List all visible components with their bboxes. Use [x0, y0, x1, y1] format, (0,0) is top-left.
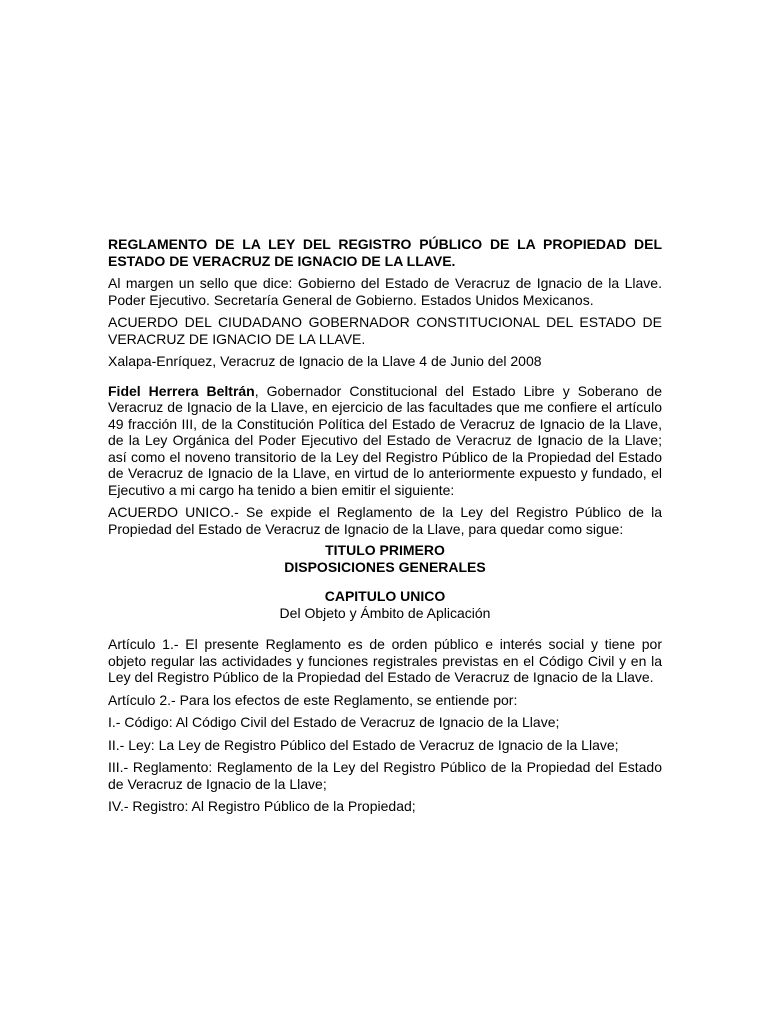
chapter-heading: CAPITULO UNICO — [324, 588, 446, 604]
title-first: TITULO PRIMERO — [325, 542, 445, 558]
document-title: REGLAMENTO DE LA LEY DEL REGISTRO PÚBLICO DE LA PROPIEDAD DEL ESTADO DE VERACRUZ DE IGNACIO DE LA LLAVE. — [108, 236, 662, 269]
article-1: Artículo 1.- El presente Reglamento es de orden público e interés social y tiene por objeto regular las actividades y funciones registrales previstas en el Código Civil y en la Ley del Registro Público de la Propiedad del Estado de Veracruz de Ignacio de la Llave. — [108, 636, 662, 685]
agreement-heading: ACUERDO DEL CIUDADANO GOBERNADOR CONSTITUCIONAL DEL ESTADO DE VERACRUZ DE IGNACIO DE LA LLAVE. — [108, 314, 662, 347]
general-provisions: DISPOSICIONES GENERALES — [284, 558, 486, 575]
place-date: Xalapa-Enríquez, Veracruz de Ignacio de la Llave 4 de Junio del 2008 — [108, 353, 542, 369]
article-2: Artículo 2.- Para los efectos de este Reglamento, se entiende por: — [108, 691, 518, 708]
governor-name: Fidel Herrera Beltrán — [108, 382, 255, 399]
definition-1: I.- Código: Al Código Civil del Estado de Veracruz de Ignacio de la Llave; — [108, 714, 560, 730]
definition-3: III.- Reglamento: Reglamento de la Ley del Registro Público de la Propiedad del Estado de Veracruz de Ignacio de la Llave; — [108, 759, 662, 792]
governor-paragraph — [108, 383, 662, 499]
single-agreement: ACUERDO UNICO.- Se expide el Reglamento de la Ley del Registro Público de la Propiedad del Estado de Veracruz de Ignacio de la Llave, para quedar como sigue: — [108, 504, 662, 537]
seal-paragraph: Al margen un sello que dice: Gobierno del Estado de Veracruz de Ignacio de la Llave. Poder Ejecutivo. Secretaría General de Gobierno. Estados Unidos Mexicanos. — [108, 275, 662, 308]
document-page — [108, 236, 662, 821]
governor-text: , Gobernador Constitucional del Estado Libre y Soberano de Veracruz de Ignacio de la Llave, en ejercicio de las facultades que me confiere el artículo 49 fracción III, de la Constitución Política del Estado de Veracruz de Ignacio de la Llave, de la Ley Orgánica del Poder Ejecutivo del Estado de Veracruz de Ignacio de la Llave; así como el noveno transitorio de la Ley del Registro Público de la Propiedad del Estado de Veracruz de Ignacio de la Llave, en virtud de lo anteriormente expuesto y fundado, el Ejecutivo a mi cargo ha tenido a bien emitir el siguiente: — [108, 382, 662, 498]
definition-4: IV.- Registro: Al Registro Público de la Propiedad; — [108, 798, 416, 814]
definition-2: II.- Ley: La Ley de Registro Público del Estado de Veracruz de Ignacio de la Llave; — [108, 736, 619, 753]
chapter-subtitle: Del Objeto y Ámbito de Aplicación — [279, 604, 491, 621]
